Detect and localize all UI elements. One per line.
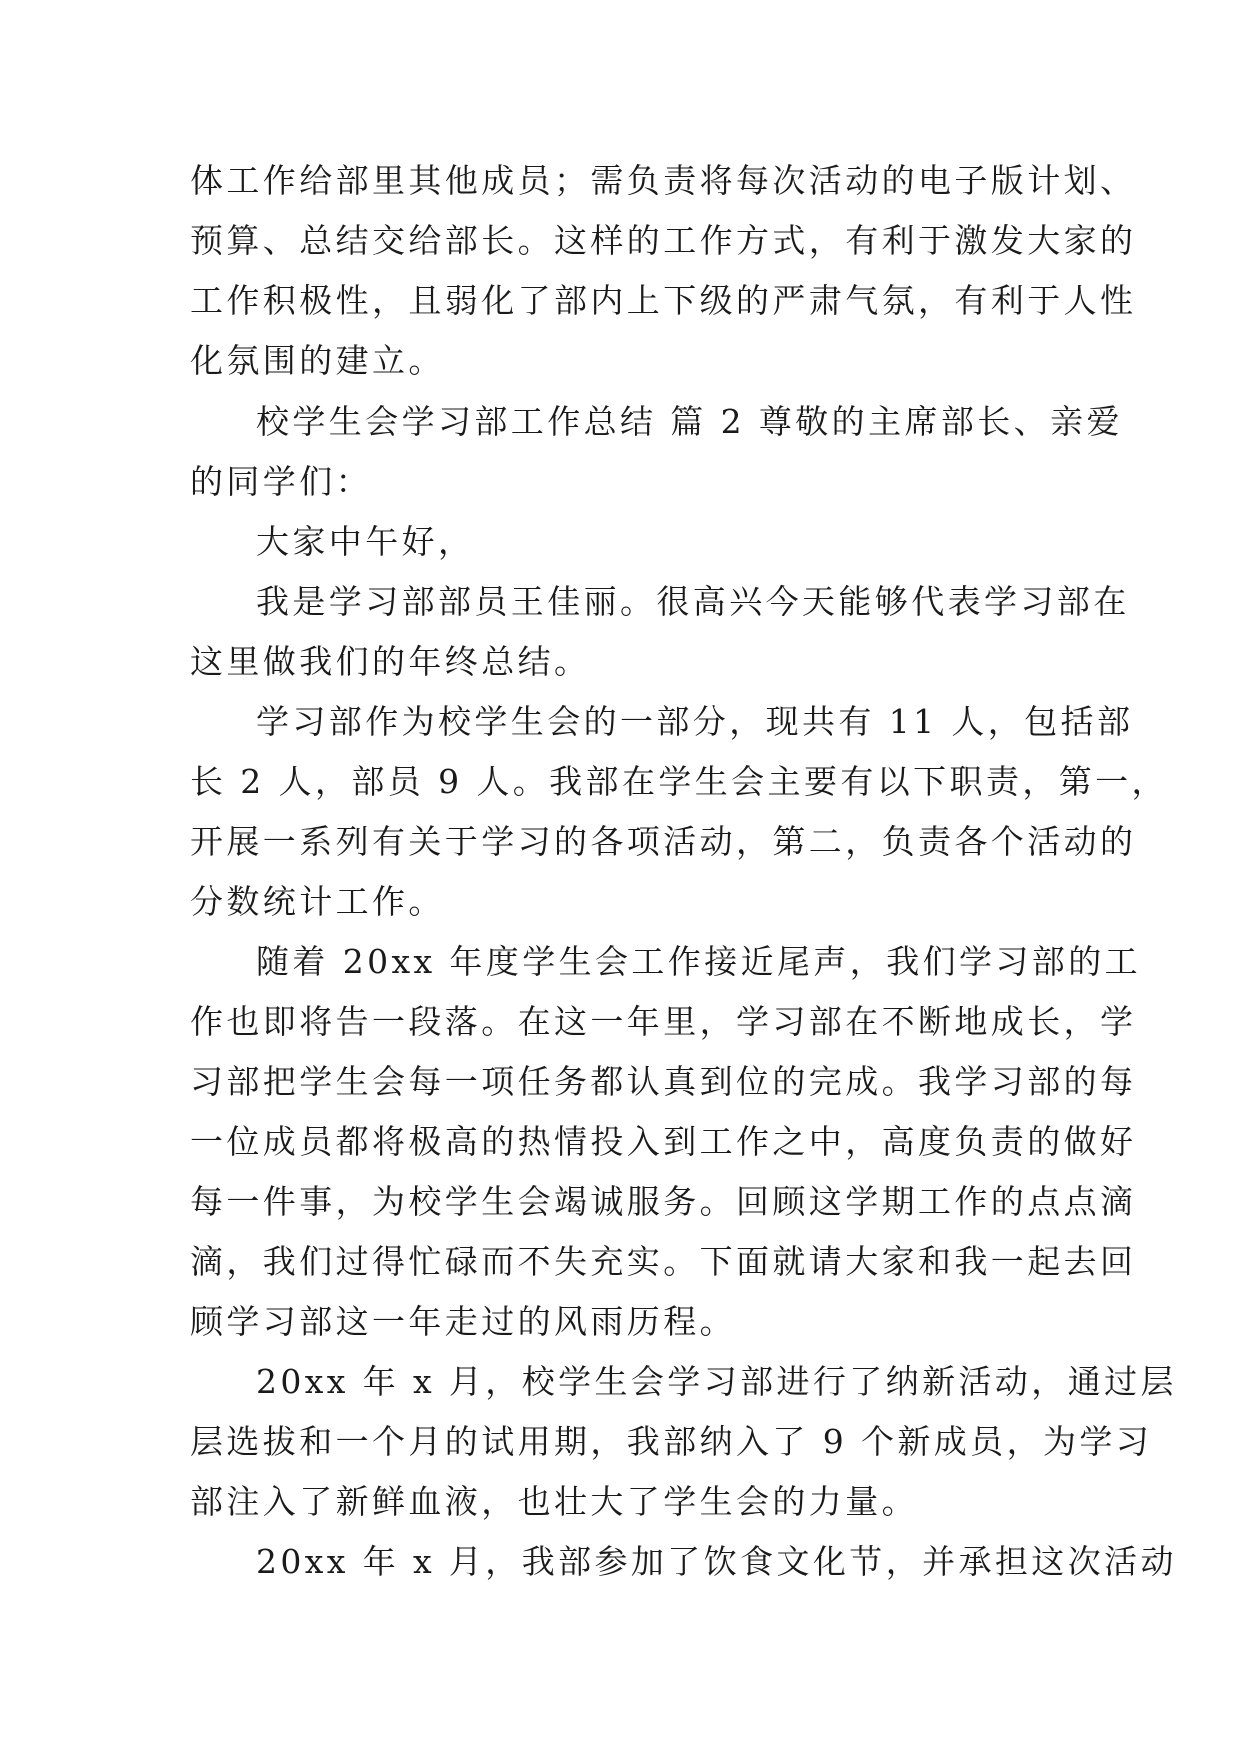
text-line: 20xx 年 x 月，我部参加了饮食文化节，并承担这次活动 xyxy=(256,1542,1177,1581)
text-line: 部注入了新鲜血液，也壮大了学生会的力量。 xyxy=(190,1482,918,1521)
text-line: 作也即将告一段落。在这一年里，学习部在不断地成长，学 xyxy=(190,1002,1137,1041)
text-line: 20xx 年 x 月，校学生会学习部进行了纳新活动，通过层 xyxy=(256,1362,1177,1401)
text-line: 层选拔和一个月的试用期，我部纳入了 9 个新成员，为学习 xyxy=(190,1422,1153,1461)
text-line: 一位成员都将极高的热情投入到工作之中，高度负责的做好 xyxy=(190,1122,1137,1161)
text-line: 随着 20xx 年度学生会工作接近尾声，我们学习部的工 xyxy=(256,942,1141,981)
text-line: 工作积极性，且弱化了部内上下级的严肃气氛，有利于人性 xyxy=(190,281,1137,320)
text-line: 每一件事，为校学生会竭诚服务。回顾这学期工作的点点滴 xyxy=(190,1182,1137,1221)
text-line: 的同学们： xyxy=(190,462,372,501)
text-line: 学习部作为校学生会的一部分，现共有 11 人，包括部 xyxy=(256,702,1134,741)
text-line: 大家中午好， xyxy=(256,522,475,561)
text-line: 体工作给部里其他成员；需负责将每次活动的电子版计划、 xyxy=(190,161,1137,200)
text-line: 分数统计工作。 xyxy=(190,882,445,921)
text-line: 化氛围的建立。 xyxy=(190,341,445,380)
text-line: 滴，我们过得忙碌而不失充实。下面就请大家和我一起去回 xyxy=(190,1242,1137,1281)
text-line: 校学生会学习部工作总结 篇 2 尊敬的主席部长、亲爱 xyxy=(256,402,1123,441)
text-line: 习部把学生会每一项任务都认真到位的完成。我学习部的每 xyxy=(190,1062,1137,1101)
text-line: 这里做我们的年终总结。 xyxy=(190,642,591,681)
text-line: 开展一系列有关于学习的各项活动，第二，负责各个活动的 xyxy=(190,822,1137,861)
text-line: 我是学习部部员王佳丽。很高兴今天能够代表学习部在 xyxy=(256,582,1130,621)
text-line: 预算、总结交给部长。这样的工作方式，有利于激发大家的 xyxy=(190,221,1137,260)
text-line: 长 2 人，部员 9 人。我部在学生会主要有以下职责，第一， xyxy=(190,762,1168,801)
text-line: 顾学习部这一年走过的风雨历程。 xyxy=(190,1302,736,1341)
